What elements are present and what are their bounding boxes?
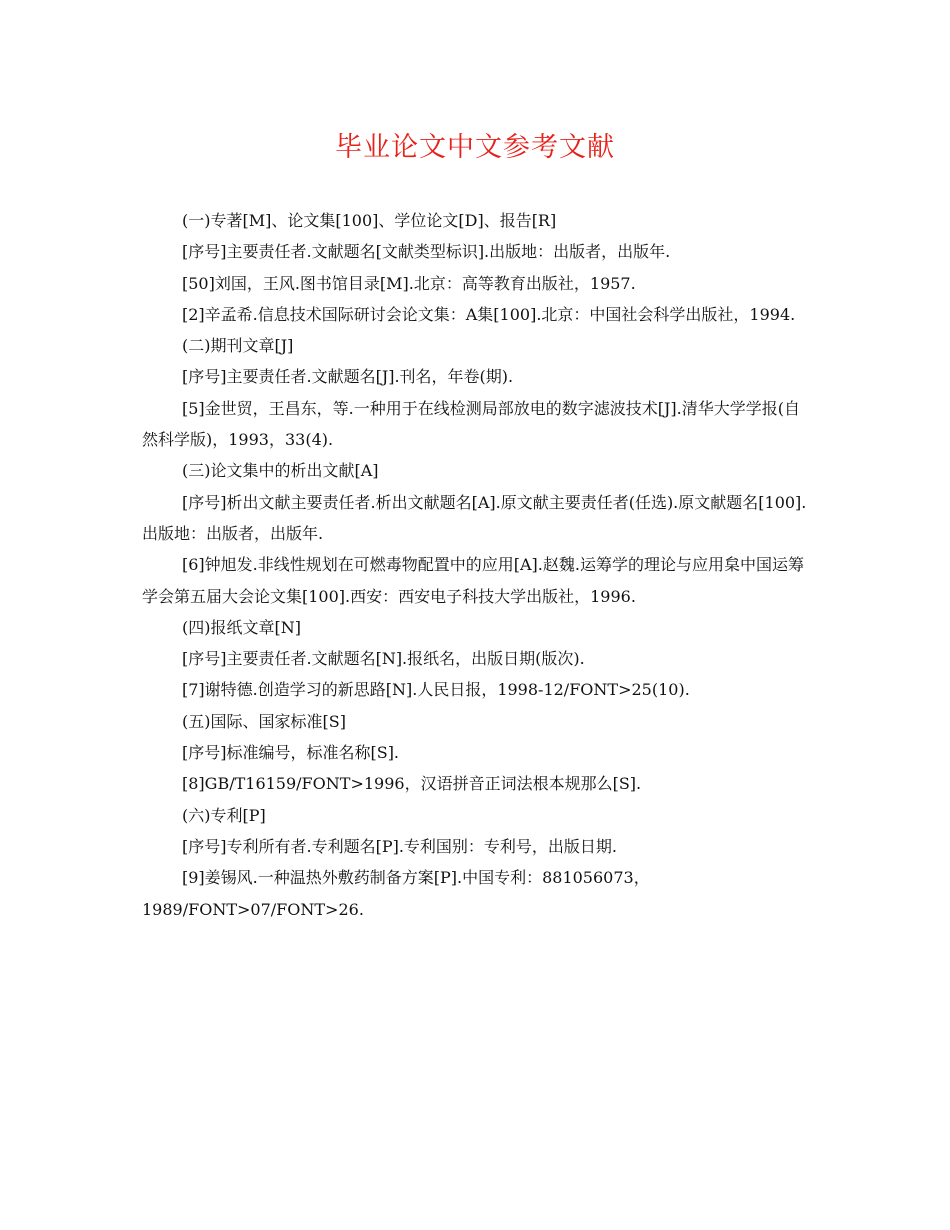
- section-heading-monographs: (一)专著[M]、论文集[100]、学位论文[D]、报告[R]: [182, 211, 557, 230]
- section-heading-proceedings: (三)论文集中的析出文献[A]: [182, 461, 379, 481]
- format-rule: [序号]主要责任者.文献题名[N].报纸名，出版日期(版次).: [182, 649, 585, 669]
- format-rule: [序号]析出文献主要责任者.析出文献题名[A].原文献主要责任者(任选).原文献题名[100].出版地：出版者，出版年.: [142, 492, 807, 543]
- reference-entry: [8]GB/T16159/FONT>1996，汉语拼音正词法根本规那么[S].: [182, 774, 642, 794]
- format-rule: [序号]标准编号，标准名称[S].: [182, 743, 400, 763]
- section-heading-journals: (二)期刊文章[J]: [182, 336, 294, 356]
- section-heading-newspapers: (四)报纸文章[N]: [182, 617, 301, 637]
- format-rule: [序号]主要责任者.文献题名[文献类型标识].出版地：出版者，出版年.: [182, 242, 671, 262]
- reference-entry: [2]辛孟希.信息技术国际研讨会论文集：A集[100].北京：中国社会科学出版社，1994.: [182, 304, 796, 324]
- reference-entry: [6]钟旭发.非线性规划在可燃毒物配置中的应用[A].赵魏.运筹学的理论与应用枲中国运筹学会第五届大会论文集[100].西安：西安电子科技大学出版社，1996.: [142, 555, 804, 606]
- reference-entry: [9]姜锡风.一种温热外敷药制备方案[P].中国专利：881056073，1989/FONT>07/FONT>26.: [142, 868, 650, 919]
- reference-entry: [7]谢特德.创造学习的新思路[N].人民日报，1998-12/FONT>25(10).: [182, 680, 690, 700]
- reference-entry: [50]刘国，王风.图书馆目录[M].北京：高等教育出版社，1957.: [182, 273, 636, 293]
- section-heading-standards: (五)国际、国家标准[S]: [182, 711, 346, 731]
- format-rule: [序号]主要责任者.文献题名[J].刊名，年卷(期).: [182, 367, 514, 387]
- reference-entry: [5]金世贸，王昌东，等.一种用于在线检测局部放电的数字滤波技术[J].清华大学学报(自然科学版)，1993，33(4).: [142, 398, 800, 450]
- format-rule: [序号]专利所有者.专利题名[P].专利国别：专利号，出版日期.: [182, 836, 617, 856]
- document-title: 毕业论文中文参考文献: [335, 132, 615, 163]
- document-body: [142, 205, 810, 925]
- section-heading-patents: (六)专利[P]: [182, 805, 266, 825]
